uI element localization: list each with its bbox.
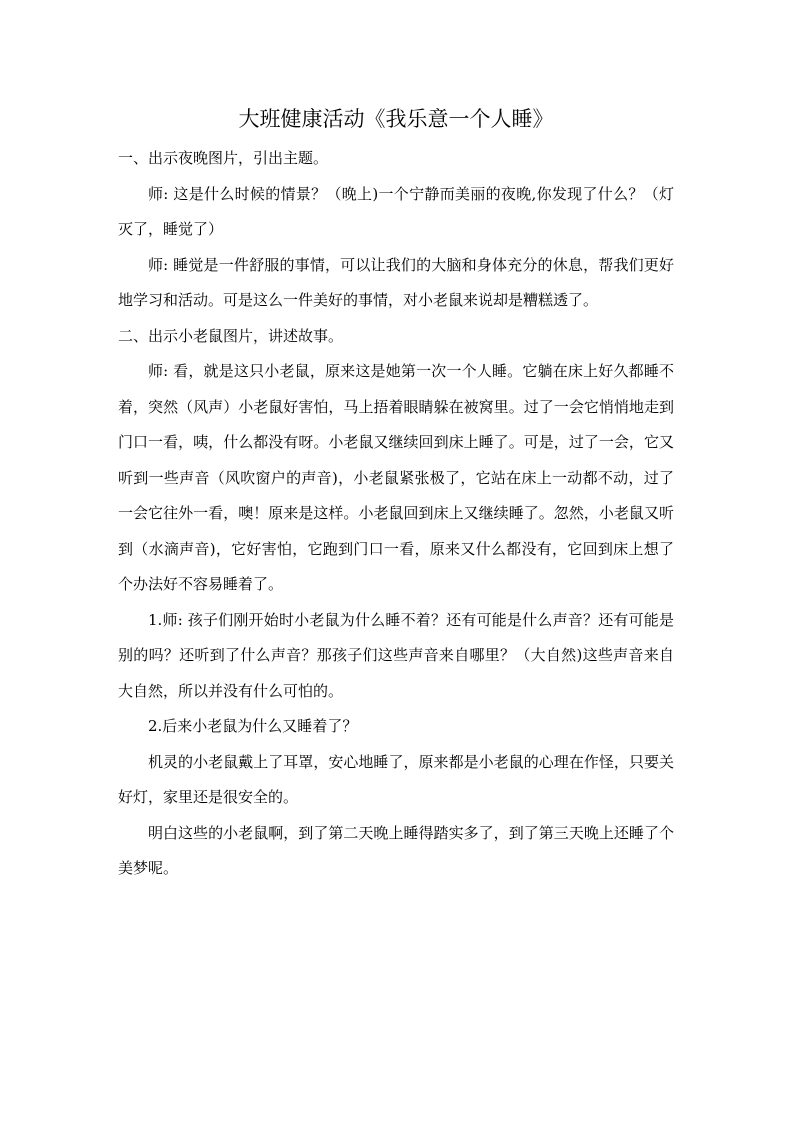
section-heading-2: 二、出示小老鼠图片，讲述故事。 [118,326,344,345]
paragraph-7: 明白这些的小老鼠啊，到了第二天晚上睡得踏实多了，到了第三天晚上还睡了个美梦呢。 [118,823,674,877]
paragraph-4: 1.师: 孩子们刚开始时小老鼠为什么睡不着？还有可能是什么声音？还有可能是别的吗？还听到了什么声音？那孩子们这些声音来自哪里？（大自然)这些声音来自大自然，所以并没有什么可怕的。 [118,610,674,700]
paragraph-5: 2.后来小老鼠为什么又睡着了？ [148,717,358,735]
paragraph-1: 师: 这是什么时候的情景？（晚上)一个宁静而美丽的夜晚,你发现了什么？（灯灭了，睡觉了） [118,184,674,238]
section-heading-1: 一、出示夜晚图片，引出主题。 [118,149,329,167]
paragraph-2: 师: 睡觉是一件舒服的事情，可以让我们的大脑和身体充分的休息，帮我们更好地学习和活动。可是这么一件美好的事情，对小老鼠来说却是糟糕透了。 [118,255,674,309]
document-title: 大班健康活动《我乐意一个人睡》 [238,107,554,131]
paragraph-3: 师: 看，就是这只小老鼠，原来这是她第一次一个人睡。它躺在床上好久都睡不着，突然（风声）小老鼠好害怕，马上捂着眼睛躲在被窝里。过了一会它悄悄地走到门口一看，咦，什么都没有呀。小老鼠又继续回到床上睡了。可是，过了一会，它又听到一些声音（风吹窗户的声音)，小老鼠紧张极了，它站在床上一动都不动，过了一会它往外一看，噢！原来是这样。小老鼠回到床上又继续睡了。忽然，小老鼠又听到（水滴声音)，它好害怕，它跑到门口一看，原来又什么都没有，它回到床上想了个办法好不容易睡着了。 [118,362,674,593]
paragraph-6: 机灵的小老鼠戴上了耳罩，安心地睡了，原来都是小老鼠的心理在作怪，只要关好灯，家里还是很安全的。 [118,752,674,806]
document-body [118,101,674,887]
